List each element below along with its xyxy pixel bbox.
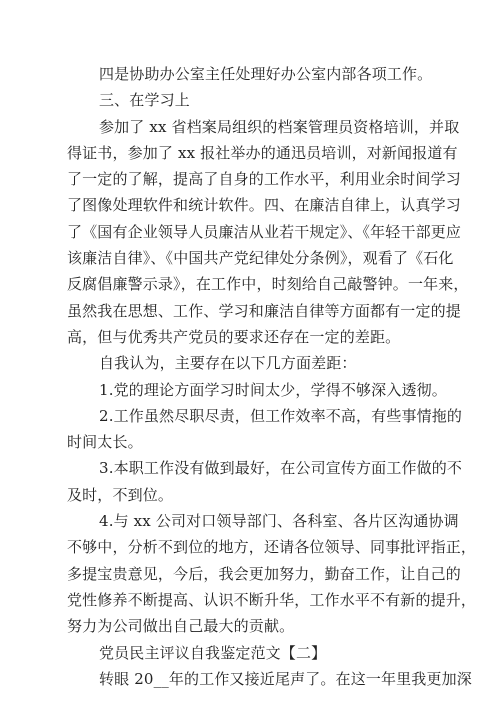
text-line: 及时，不到位。 [67,485,174,504]
text-line: 了《国有企业领导人员廉洁从业若干规定》、《年轻干部更应 [67,222,462,241]
text-line: 自我认为，主要存在以下几方面差距： [99,354,357,373]
text-line: 3.本职工作没有做到最好，在公司宣传方面工作做的不 [99,459,463,478]
text-line: 参加了 xx 省档案局组织的档案管理员资格培训，并取 [99,117,460,136]
text-line: 该廉洁自律》、《中国共产党纪律处分条例》，观看了《石化 [67,249,454,268]
text-line: 1.党的理论方面学习时间太少，学得不够深入透彻。 [99,380,447,399]
text-line: 了一定的了解，提高了自身的工作水平，利用业余时间学习 [67,170,461,189]
text-line: 虽然我在思想、工作、学习和廉洁自律等方面都有一定的提 [67,301,461,320]
text-line: 党性修养不断提高、认识不断升华，工作水平不有新的提升， [67,590,477,609]
text-line: 多提宝贵意见，今后，我会更加努力，勤奋工作，让自己的 [67,564,461,583]
text-line: 了图像处理软件和统计软件。四、在廉洁自律上，认真学习 [67,196,461,215]
text-line: 4.与 xx 公司对口领导部门、各科室、各片区沟通协调 [99,512,459,531]
text-line: 不够中，分析不到位的地方，还请各位领导、同事批评指正， [67,538,477,557]
document-page [67,61,477,692]
text-line: 得证书，参加了 xx 报社举办的通迅员培训，对新闻报道有 [67,143,458,162]
text-line: 2.工作虽然尽职尽责，但工作效率不高，有些事情拖的 [99,406,463,425]
text-line: 四是协助办公室主任处理好办公室内部各项工作。 [99,65,433,83]
text-line: 反腐倡廉警示录》，在工作中，时刻给自己敲警钟。一年来， [67,275,469,294]
text-line: 三、在学习上 [99,91,190,110]
text-line: 努力为公司做出自己最大的贡献。 [67,617,295,636]
text-line: 党员民主评议自我鉴定范文【二】 [99,643,327,662]
text-line: 转眼 20__年的工作又接近尾声了。在这一年里我更加深 [99,669,472,688]
text-line: 高，但与优秀共产党员的要求还存在一定的差距。 [67,327,401,346]
text-line: 时间太长。 [67,433,143,452]
